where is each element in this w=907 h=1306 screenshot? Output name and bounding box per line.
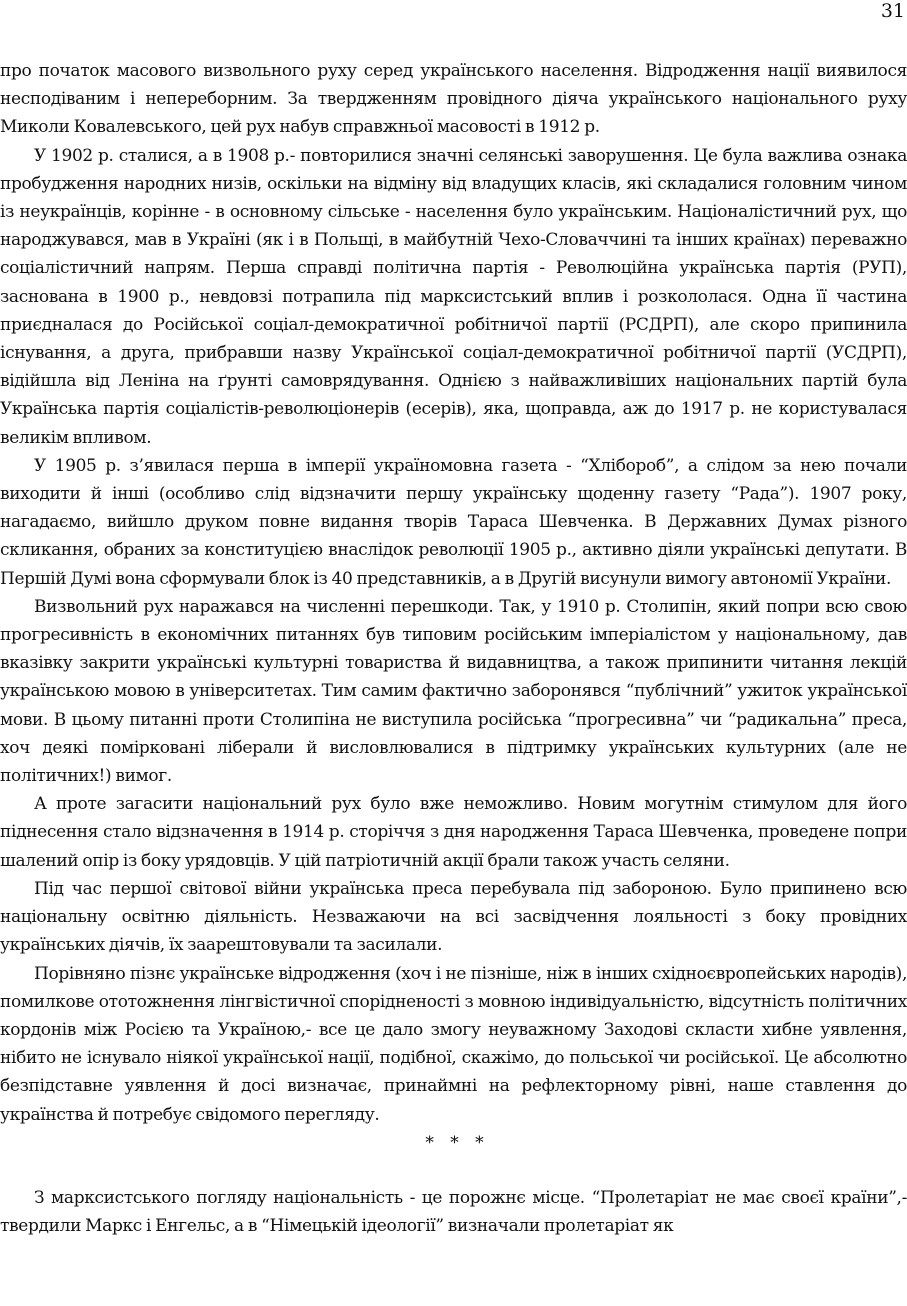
paragraph: У 1905 р. з’явилася перша в імперії україномовна газета - “Хлібороб”, а слідом за нею почали виходити й інші (особливо слід відзначити першу українську щоденну газету “Рада”). 1907 року, нагадаємо, вийшло друком повне видання творів Тараса Шевченка. В Державних Думах різного скликання, обраних за конституцією внаслідок революції 1905 р., активно діяли українські депутати. В Першій Думі вона сформували блок із 40 представників, а в Другій висунули вимогу автономії України. — [0, 455, 907, 589]
paragraph: А проте загасити національний рух було вже неможливо. Новим могутнім стимулом для його піднесення стало відзначення в 1914 р. сторіччя з дня народження Тараса Шевченка, проведене попри шалений опір із боку урядовців. У цій патріотичній акції брали також участь селяни. — [0, 794, 907, 871]
paragraph: Визвольний рух наражався на численні перешкоди. Так, у 1910 р. Столипін, який попри всю свою прогресивність в економічних питаннях був типовим російським імперіалістом у національному, дав вказівку закрити українські культурні товариства й видавництва, а також припинити читання лекцій українською мовою в університетах. Тим самим фактично заборонявся “публічний” ужиток української мови. В цьому питанні проти Столипіна не виступила російська “прогресивна” чи “радикальна” преса, хоч деякі поміркованi ліберали й висловлювалися в підтримку українських культурних (але не політичних!) вимог. — [0, 596, 907, 787]
section-break: * * * — [425, 1132, 490, 1153]
paragraph: про початок масового визвольного руху серед українського населення. Відродження нації виявилося несподіваним і непереборним. За твердженням провідного діяча українського національного руху Миколи Ковалевського, цей рух набув справжньої масовості в 1912 р. — [0, 61, 907, 138]
paragraph: Порівняно пізнє українське відродження (хоч і не пізніше, ніж в інших східноєвропейських народів), помилкове ототожнення лінгвістичної спорідненості з мовною індивідуальністю, відсутність політичних кордонів між Росією та Україною,- все це дало змогу неуважному Заходові скласти хибне уявлення, нібито не існувало ніякої української нації, подібної, скажімо, до польської чи російської. Це абсолютно безпідставне уявлення й досі визначає, принаймні на рефлекторному рівні, наше ставлення до українства й потребує свідомого перегляду. — [0, 963, 907, 1125]
closing-paragraph: З марксистського погляду національність - це порожнє місце. “Пролетаріат не має своєї країни”,- твердили Маркс і Енгельс, а в “Німецькій ідеології” визначали пролетаріат як — [0, 1187, 907, 1236]
paragraph: Під час першої світової війни українська преса перебувала під забороною. Було припинено всю національну освітню діяльність. Незважаючи на всі засвідчення лояльності з боку провідних українських діячів, їх заарештовували та засилали. — [0, 878, 907, 956]
text-body — [0, 57, 907, 1240]
paragraph: У 1902 р. сталися, а в 1908 р.- повторилися значні селянські заворушення. Це була важлива ознака пробудження народних низів, оскільки на відміну від владущих класів, які складалися головним чином із неукраїнців, корінне - в основному сільське - населення було українським. Націоналістичний рух, що народжувався, мав в Україні (як і в Польщі, в майбутній Чехо-Словаччині та інших країнах) переважно соціалістичний напрям. Перша справді політична партія - Революційна українська партія (РУП), заснована в 1900 р., невдовзі потрапила під марксистський вплив і розкололася. Одна її частина приєдналася до Російської соціал-демократичної робітничої партії (РСДРП), але скоро припинила існування, а друга, прибравши назву Української соціал-демократичної робітничої партії (УСДРП), відійшла від Леніна на ґрунті самоврядування. Однією з найважливіших національних партій була Українська партія соціалістів-революціонерів (есерів), яка, щоправда, аж до 1917 р. не користувалася великім впливом. — [0, 145, 907, 448]
page-number: 31 — [880, 0, 905, 22]
